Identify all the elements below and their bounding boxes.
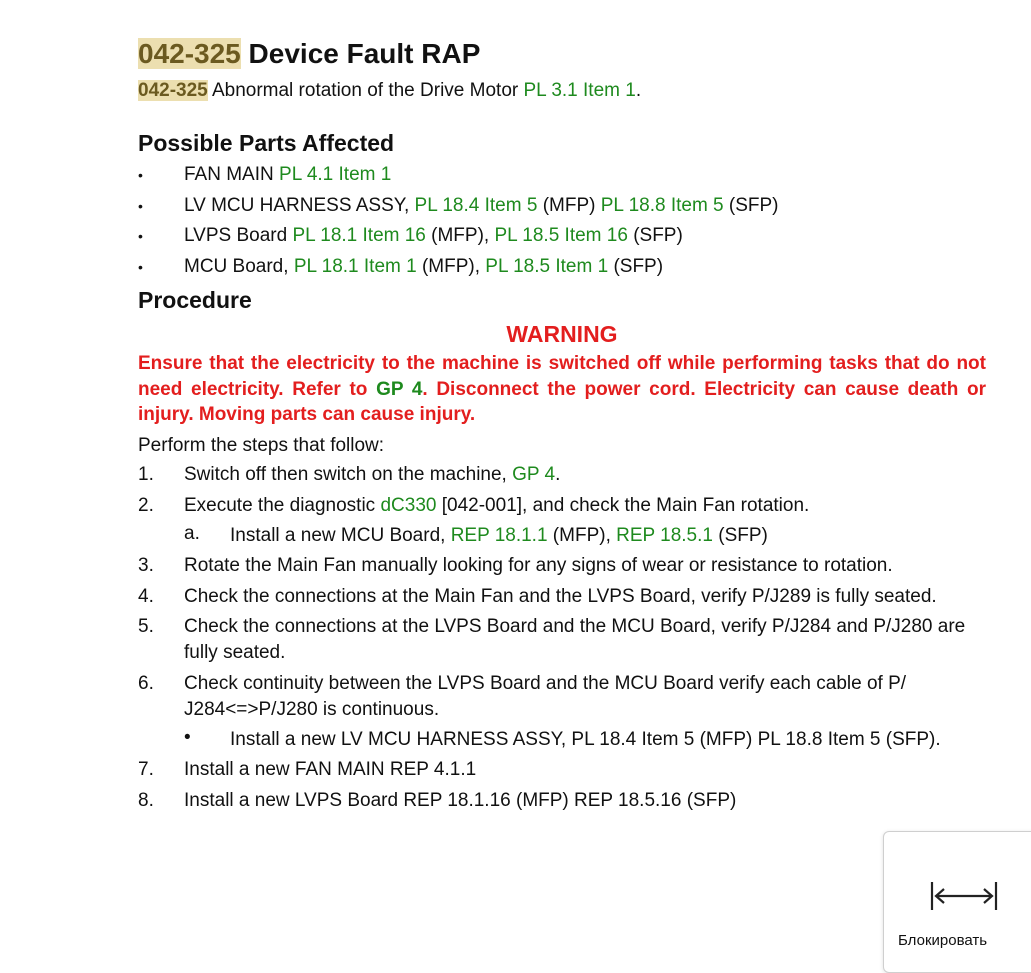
- step-number: •: [184, 727, 191, 748]
- step-number: 8.: [138, 789, 154, 811]
- parts-heading: Possible Parts Affected: [138, 130, 395, 156]
- procedure-steps: [138, 460, 986, 816]
- sub-step: a. Install a new MCU Board, REP 18.1.1 (MFP), REP 18.5.1 (SFP): [184, 523, 768, 546]
- fault-description: 042-325 Abnormal rotation of the Drive Motor PL 3.1 Item 1.: [138, 80, 642, 101]
- procedure-intro: Perform the steps that follow:: [138, 434, 385, 456]
- bullet: •: [138, 167, 143, 183]
- step-item: 1. Switch off then switch on the machine, GP 4.: [138, 460, 986, 491]
- document-page: [138, 34, 986, 816]
- width-arrows-icon: [928, 880, 1000, 912]
- rep-link[interactable]: REP 18.5.1: [616, 524, 713, 546]
- step-number: 1.: [138, 464, 154, 485]
- list-item: • MCU Board, PL 18.1 Item 1 (MFP), PL 18.5 Item 1 (SFP): [138, 252, 986, 283]
- diagnostic-link[interactable]: dC330: [380, 494, 437, 516]
- step-item: 7. Install a new FAN MAIN REP 4.1.1: [138, 755, 986, 786]
- lock-width-tool[interactable]: [883, 831, 1031, 973]
- gp-link[interactable]: GP 4: [512, 464, 556, 485]
- list-item: • FAN MAIN PL 4.1 Item 1: [138, 160, 986, 191]
- step-number: 5.: [138, 616, 154, 637]
- parts-link[interactable]: PL 18.1 Item 16: [292, 225, 426, 246]
- parts-link[interactable]: PL 3.1 Item 1: [523, 80, 636, 101]
- step-item: 5. Check the connections at the LVPS Board and the MCU Board, verify P/J284 and P/J280 are fully seated.: [138, 616, 966, 663]
- fault-code-highlight: 042-325: [138, 80, 208, 101]
- parts-link[interactable]: PL 18.5 Item 1: [485, 255, 609, 277]
- step-number: 2.: [138, 494, 154, 516]
- parts-link[interactable]: PL 18.4 Item 5: [414, 194, 538, 216]
- list-item: • LV MCU HARNESS ASSY, PL 18.4 Item 5 (MFP) PL 18.8 Item 5 (SFP): [138, 191, 986, 222]
- fault-code-highlight: 042-325: [138, 38, 241, 69]
- bullet: •: [138, 197, 143, 214]
- parts-link[interactable]: PL 18.1 Item 1: [293, 255, 417, 277]
- rep-link[interactable]: REP 18.1.1: [450, 524, 548, 546]
- gp-link[interactable]: GP 4: [376, 378, 423, 400]
- list-item: • LVPS Board PL 18.1 Item 16 (MFP), PL 18.5 Item 16 (SFP): [138, 221, 986, 252]
- parts-list: [138, 160, 986, 282]
- sub-step: • Install a new LV MCU HARNESS ASSY, PL 18.4 Item 5 (MFP) PL 18.8 Item 5 (SFP).: [184, 727, 941, 750]
- tool-label: Блокировать: [898, 932, 988, 949]
- parts-link[interactable]: PL 18.5 Item 16: [494, 225, 628, 246]
- bullet: •: [138, 228, 143, 244]
- parts-link[interactable]: PL 18.8 Item 5: [600, 194, 724, 216]
- step-number: 7.: [138, 759, 154, 780]
- procedure-heading: Procedure: [138, 287, 252, 313]
- step-item: 6. Check continuity between the LVPS Board and the MCU Board verify each cable of P/ J284<=>P/J280 is continuous. • Install a new LV MCU HARNESS ASSY, PL 18.4 Item 5 (MFP) PL 18.8 Item 5 (SFP).: [138, 668, 986, 755]
- step-number: a.: [184, 523, 200, 544]
- warning-heading: WARNING: [506, 321, 618, 347]
- warning-text: Ensure that the electricity to the machine is switched off while performing tasks that do not need electricity. Refer to GP 4. Disconnect the power cord. Electricity can cause death or injury. Moving parts can cause injury.: [138, 353, 986, 425]
- bullet: •: [138, 258, 143, 275]
- step-item: 4. Check the connections at the Main Fan and the LVPS Board, verify P/J289 is fully seated.: [138, 581, 986, 612]
- step-number: 3.: [138, 555, 154, 576]
- step-item: 3. Rotate the Main Fan manually looking for any signs of wear or resistance to rotation.: [138, 551, 986, 582]
- parts-link[interactable]: PL 4.1 Item 1: [279, 164, 392, 185]
- step-number: 4.: [138, 585, 154, 607]
- step-number: 6.: [138, 672, 154, 694]
- page-title: 042-325 Device Fault RAP: [138, 38, 481, 69]
- step-item: 8. Install a new LVPS Board REP 18.1.16 (MFP) REP 18.5.16 (SFP): [138, 785, 986, 816]
- step-item: 2. Execute the diagnostic dC330 [042-001], and check the Main Fan rotation. a. Install a new MCU Board, REP 18.1.1 (MFP), REP 18.5.1 (SFP): [138, 490, 986, 551]
